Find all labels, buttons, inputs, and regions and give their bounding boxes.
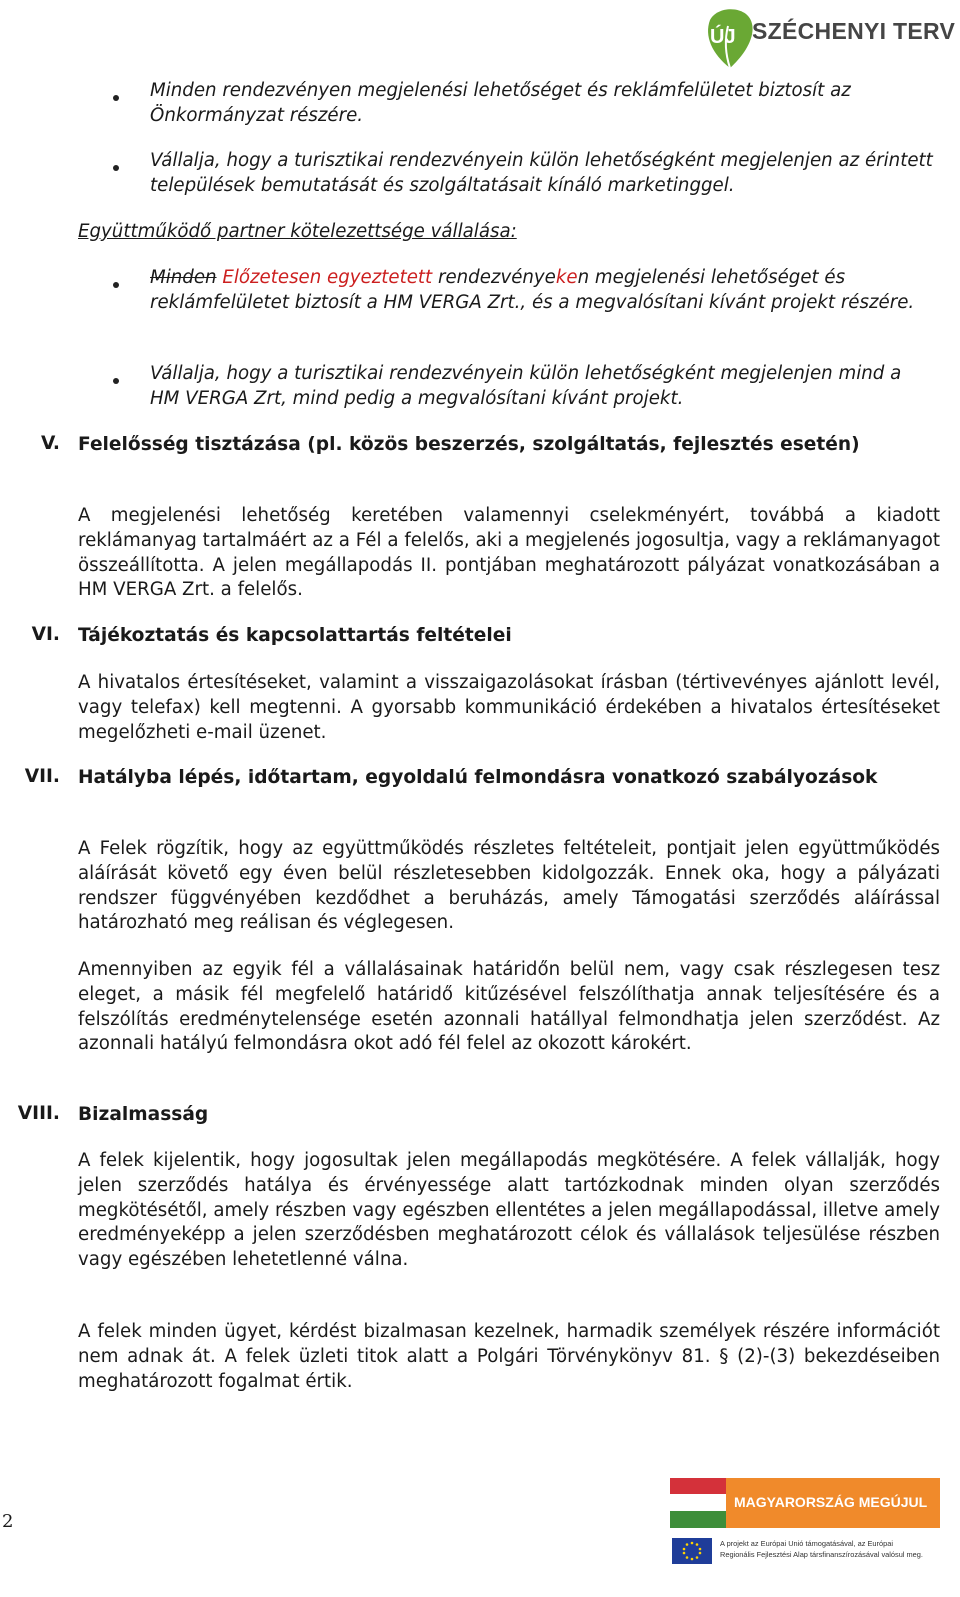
partner-heading: Együttműködő partner kötelezettsége vállalása: — [78, 221, 517, 242]
banner-text: MAGYARORSZÁG MEGÚJUL — [734, 1494, 928, 1510]
section-number: VII. — [24, 766, 60, 787]
section-title: Felelősség tisztázása (pl. közös beszerzés, szolgáltatás, fejlesztés esetén) — [78, 434, 860, 455]
bullet-item-tracked — [150, 266, 940, 315]
logo-text: SZÉCHENYI TERV — [752, 18, 956, 44]
bullet-dot — [113, 378, 119, 384]
paragraph: Amennyiben az egyik fél a vállalásainak határidőn belül nem, vagy csak részlegesen tesz eleget, a másik fél megfelelő határidő kitűzésével felszólíthatja annak teljesítésére és a felszólítás eredménytelensége esetén azonnali hatállyal felmondhatja jelen szerződést. Az azonnali hatályú felmondásra okot adó fél felel az okozott károkért. — [78, 959, 940, 1055]
paragraph: A hivatalos értesítéseket, valamint a visszaigazolásokat írásban (tértivevényes ajánlott levél, vagy telefax) kell megtenni. A gyorsabb kommunikáció érdekében a hivatalos értesítéseket megelőzheti e-mail üzenet. — [78, 672, 940, 743]
paragraph: A megjelenési lehetőség keretében valamennyi cselekményért, továbbá a kiadott reklámanyag tartalmáért az a Fél a felelős, aki a megjelenés jogosultja, vagy a reklámanyagot összeállította. A jelen megállapodás II. pontjában meghatározott pályázat vonatkozásában a HM VERGA Zrt. a felelős. — [78, 505, 940, 601]
eu-text-line: A projekt az Európai Unió támogatásával, az Európai — [720, 1539, 893, 1548]
eu-flag-icon — [672, 1538, 712, 1564]
paragraph: A felek minden ügyet, kérdést bizalmasan kezelnek, harmadik személyek részére információt nem adnak át. A felek üzleti titok alatt a Polgári Törvénykönyv 81. § (2)-(3) bekezdéseiben meghatározott fogalmat értik. — [78, 1321, 940, 1392]
inserted-text: ke — [555, 267, 578, 288]
paragraph: A felek kijelentik, hogy jogosultak jelen megállapodás megkötésére. A felek vállalják, hogy jelen szerződés hatálya és érvényessége alatt tartózkodnak minden olyan szerződés megkötésétől, amely részben vagy egészben ellentétes a jelen megállapodással, illetve amely eredményeképp a jelen szerződésben meghatározott célok és vállalások teljesülése részben vagy egészében lehetetlenné válna. — [78, 1150, 940, 1271]
magyarorszag-megujul-banner — [670, 1478, 940, 1528]
section-number: V. — [40, 433, 60, 454]
bullet-text: n megjelenési lehetőséget és reklámfelületet biztosít a HM VERGA Zrt., és a megvalósítani kívánt projekt részére. — [150, 267, 915, 313]
bullet-dot — [113, 95, 119, 101]
bullet-dot — [113, 165, 119, 171]
deleted-text: Minden — [150, 267, 217, 288]
inserted-text: Előzetesen egyeztetett — [222, 267, 433, 288]
hungarian-flag-icon — [670, 1478, 726, 1528]
bullet-dot — [113, 282, 119, 288]
section-title: Hatályba lépés, időtartam, egyoldalú felmondásra vonatkozó szabályozások — [78, 767, 878, 788]
eu-funding-text — [720, 1538, 940, 1560]
paragraph: A Felek rögzítik, hogy az együttműködés részletes feltételeit, pontjait jelen együttműködés aláírását követő egy éven belül részletesebben kidolgozzák. Ennek oka, hogy a pályázati rendszer függvényében kezdődhet a beruházás, amely Támogatási szerződés aláírással határozható meg reálisan és véglegesen. — [78, 838, 940, 934]
bullet-item: Vállalja, hogy a turisztikai rendezvényein külön lehetőségként megjelenjen az érintett települések bemutatását és szolgáltatásait kínáló marketinggel. — [150, 150, 933, 196]
bullet-item: Minden rendezvényen megjelenési lehetőséget és reklámfelületet biztosít az Önkormányzat részére. — [150, 80, 851, 126]
page-number: 2 — [2, 1511, 14, 1532]
section-number: VI. — [31, 624, 60, 645]
bullet-item: Vállalja, hogy a turisztikai rendezvényein külön lehetőségként megjelenjen mind a HM VERGA Zrt, mind pedig a megvalósítani kívánt projekt. — [150, 363, 902, 409]
eu-text-line: Regionális Fejlesztési Alap társfinanszírozásával valósul meg. — [720, 1550, 923, 1559]
section-title: Bizalmasság — [78, 1104, 209, 1125]
section-number: VIII. — [17, 1103, 60, 1124]
bullet-text: rendezvénye — [432, 267, 556, 288]
section-title: Tájékoztatás és kapcsolattartás feltételei — [78, 625, 512, 646]
logo-badge: ÚJ — [710, 26, 736, 48]
